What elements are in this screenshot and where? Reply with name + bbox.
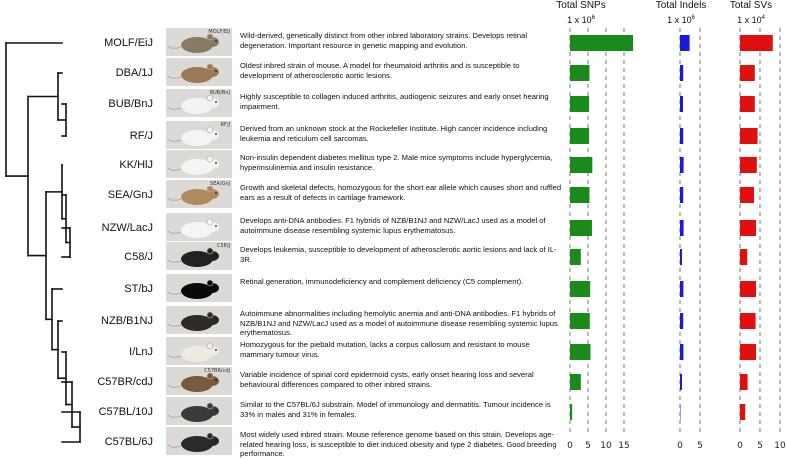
bar [570,35,633,51]
mouse-photo [166,89,232,117]
strain-label: KK/HlJ [60,159,153,171]
bar [680,96,683,112]
strain-description: Retinal generation, immunodeficiency and complement deficiency (C5 complement). [240,277,562,287]
strain-description: Develops leukemia, susceptible to development of atherosclerotic aortic lesions and lack of IL-3R. [240,245,562,264]
mouse-photo [166,121,232,149]
strain-label: C57BL/10J [60,406,153,418]
bar [570,281,590,297]
bar [570,249,581,265]
strain-label: NZW/LacJ [60,222,153,234]
x-tick-label: 15 [618,441,629,451]
strain-description: Most widely used inbred strain. Mouse reference genome based on this strain. Develops age-related hearing loss, is susceptible to diet induced obesity and type 2 diabetes. Good breeding performance. [240,430,562,459]
strain-label: DBA/1J [60,67,153,79]
bar [680,374,682,390]
mouse-photo [166,427,232,455]
strain-label: ST/bJ [60,283,153,295]
mouse-photo [166,274,232,302]
bar [740,187,754,203]
chart-unit-base: 1 x 10 [737,15,762,25]
strain-label: SEA/GnJ [60,189,153,201]
mouse-photo [166,180,232,208]
bar [570,220,592,236]
chart-title [716,0,786,26]
chart-unit [716,12,786,26]
strain-label: I/LnJ [60,346,153,358]
photo-label: BUB/BnJ [210,90,230,96]
chart-title-text: Total SVs [730,0,772,11]
strain-label: C57BL/6J [60,436,153,448]
bar [680,313,683,329]
mouse-photo [166,28,232,56]
strain-label: NZB/B1NJ [60,315,153,327]
mouse-photo [166,306,232,334]
mouse-photo [166,367,232,395]
chart-unit [546,12,616,26]
bar [680,157,684,173]
bar [570,404,572,420]
strain-label: BUB/BnJ [60,98,153,110]
bar [740,313,756,329]
chart-title-text: Total Indels [656,0,707,11]
chart-title [646,0,716,26]
strain-description: Variable incidence of spinal cord epidermoid cysts, early onset hearing loss and several behavioural differences compared to other inbred strains. [240,370,562,389]
bar [680,249,682,265]
photo-label: C58/J [217,243,230,249]
bar [740,281,756,297]
chart-title [546,0,616,26]
strain-label: C58/J [60,251,153,263]
bar [680,187,683,203]
bar [680,220,684,236]
bar [680,65,683,81]
bar [740,404,745,420]
bar [740,220,756,236]
bar [570,157,592,173]
bar [680,344,683,360]
x-tick-label: 10 [600,441,612,451]
strain-description: Oldest inbred strain of mouse. A model for rheumatoid arthritis and is susceptible to development of atherosclerotic aortic lesions. [240,61,562,80]
x-tick-label: 5 [697,441,703,451]
strain-description: Homozygous for the piebald mutation, lacks a corpus callosum and resistant to mouse mammary tumour virus. [240,340,562,359]
chart-unit-base: 1 x 10 [567,15,592,25]
strain-description: Growth and skeletal defects, homozygous for the short ear allele which causes short and ruffled ears as a result of defects in cartilage framework. [240,183,562,202]
strain-description: Derived from an unknown stock at the Rockefeller Institute. High cancer incidence including leukemia and reticulum cell sarcomas. [240,124,562,143]
bar [740,374,748,390]
bar [680,128,683,144]
bar [740,65,755,81]
x-tick-label: 10 [774,441,786,451]
photo-label: C57BR/cdJ [204,368,230,374]
mouse-photo [166,337,232,365]
chart-unit-exponent: 6 [592,15,595,21]
mouse-photo [166,150,232,178]
mouse-photo [166,58,232,86]
photo-label: MOLF/EiJ [208,29,230,35]
strain-description: Autoimmune abnormalities including hemolytic anemia and anti-DNA antibodies. F1 hybrids of NZB/B1NJ and NZW/LacJ used as a model of autoimmune disease resembling systemic lupus erythematosus. [240,309,562,338]
strain-label: MOLF/EiJ [60,37,153,49]
mouse-photo [166,213,232,241]
mouse-photo [166,242,232,270]
bar [570,344,591,360]
x-tick-label: 0 [737,441,743,451]
strain-description: Develops anti-DNA antibodies. F1 hybrids of NZB/B1NJ and NZW/LacJ used as a model of autoimmune disease resembling systemic lupus erythematosus. [240,216,562,235]
bar [680,281,683,297]
bar [680,35,690,51]
bar [740,128,758,144]
bar [570,313,590,329]
strain-description: Non-insulin dependent diabetes mellitus type 2. Male mice symptoms include hyperglycemia, hyperinsulinemia and insulin resistance. [240,153,562,172]
bar [740,249,747,265]
chart-title-text: Total SNPs [556,0,605,11]
bar [740,344,756,360]
x-tick-label: 5 [757,441,763,451]
strain-label: RF/J [60,130,153,142]
strain-description: Wild-derived, genetically distinct from other inbred laboratory strains. Develops retinal degeneration. Important resource in genetic mapping and evolution. [240,31,562,50]
strain-description: Similar to the C57BL/6J substrain. Model of immunology and dermatitis. Tumour incidence is 33% in males and 31% in females. [240,400,562,419]
chart-unit-exponent: 4 [762,15,765,21]
bar [740,96,755,112]
photo-label: SEA/GnJ [210,181,230,187]
bar [570,128,589,144]
mouse-photo [166,397,232,425]
x-tick-label: 0 [567,441,573,451]
bar [570,96,589,112]
bar [570,65,589,81]
x-tick-label: 5 [585,441,591,451]
x-tick-label: 0 [677,441,683,451]
chart-unit [646,12,716,26]
bar [740,157,757,173]
chart-unit-exponent: 6 [692,15,695,21]
chart-unit-base: 1 x 10 [667,15,692,25]
photo-label: RF/J [220,122,230,128]
strain-label: C57BR/cdJ [60,376,153,388]
bar [570,187,589,203]
bar [570,374,581,390]
bar [740,35,773,51]
strain-description: Highly susceptible to collagen induced arthritis, audiogenic seizures and early onset hearing impairment. [240,92,562,111]
